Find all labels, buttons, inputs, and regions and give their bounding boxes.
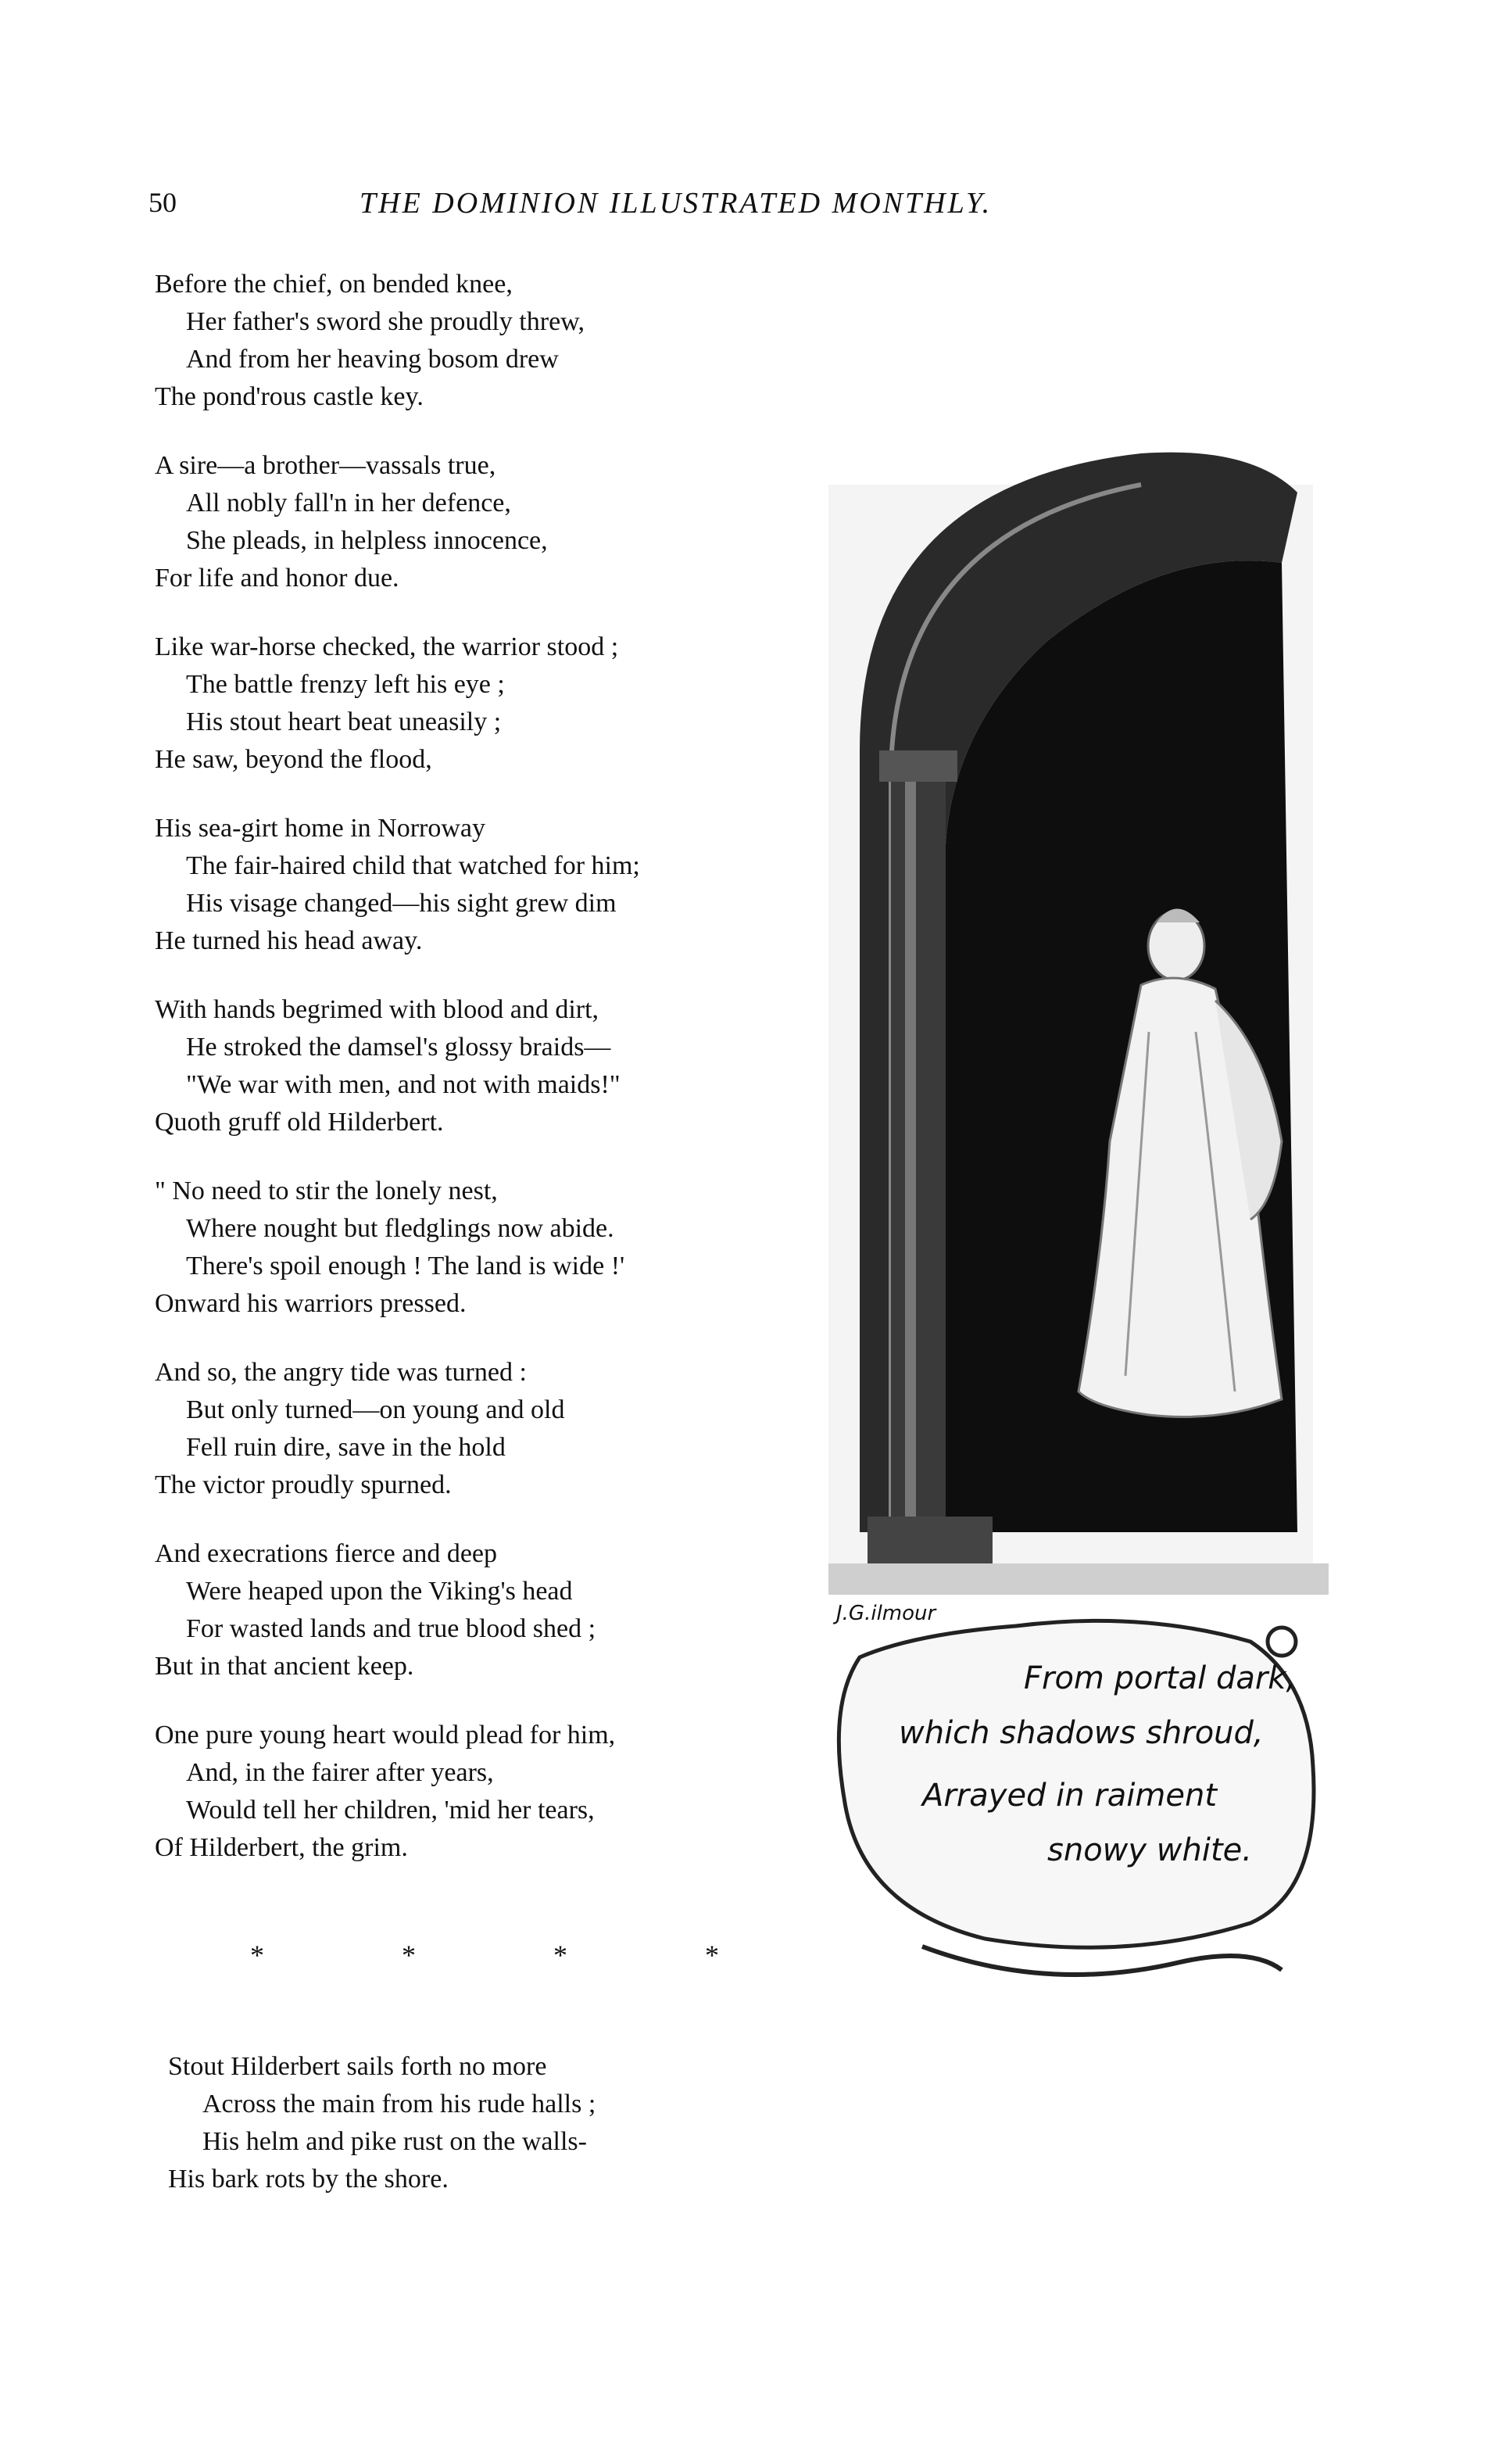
section-separator <box>250 1939 719 1972</box>
poem-line: And from her heaving bosom drew <box>186 345 559 374</box>
poem-line: Quoth gruff old Hilderbert. <box>155 1108 444 1137</box>
poem-line: Stout Hilderbert sails forth no more <box>168 2052 547 2081</box>
poem-line: Would tell her children, 'mid her tears, <box>186 1796 595 1825</box>
poem-line: Like war-horse checked, the warrior stood ; <box>155 632 619 661</box>
poem-line: His visage changed—his sight grew dim <box>186 889 617 918</box>
poem-line: His stout heart beat uneasily ; <box>186 707 502 736</box>
stanza-8 <box>155 1535 827 1685</box>
poem-line: He saw, beyond the flood, <box>155 745 432 774</box>
poem-line: And, in the fairer after years, <box>186 1758 494 1787</box>
page-header <box>148 186 1164 233</box>
poem-line: Were heaped upon the Viking's head <box>186 1577 573 1606</box>
poem-line: A sire—a brother—vassals true, <box>155 451 496 480</box>
poem-line: " No need to stir the lonely nest, <box>155 1176 498 1205</box>
poem-line: For wasted lands and true blood shed ; <box>186 1614 596 1643</box>
coda-stanza <box>168 2048 762 2198</box>
poem-line: All nobly fall'n in her defence, <box>186 489 511 518</box>
caption-line: which shadows shroud, <box>899 1715 1264 1751</box>
stanza-9 <box>155 1717 827 1867</box>
poem-line: But only turned—on young and old <box>186 1395 565 1424</box>
poem-line: One pure young heart would plead for him, <box>155 1721 616 1750</box>
stanza-2 <box>155 447 827 597</box>
poem-line: With hands begrimed with blood and dirt, <box>155 995 599 1024</box>
column-capital <box>879 750 957 782</box>
column-highlight <box>905 782 916 1524</box>
poem-line: His helm and pike rust on the walls- <box>202 2127 587 2156</box>
poem-line: He turned his head away. <box>155 926 423 955</box>
illustration-drawing <box>813 438 1344 2040</box>
poem-line: The battle frenzy left his eye ; <box>186 670 505 699</box>
separator-asterisk: * <box>402 1939 416 1971</box>
stanza-5 <box>155 991 827 1141</box>
column-base <box>868 1517 993 1563</box>
poem-line: For life and honor due. <box>155 564 399 593</box>
caption-line: snowy white. <box>1047 1832 1252 1868</box>
stanza-1 <box>155 266 827 416</box>
poem-line: Her father's sword she proudly threw, <box>186 307 585 336</box>
stanza-7 <box>155 1354 827 1504</box>
poem-line: The victor proudly spurned. <box>155 1470 452 1499</box>
poem-line: But in that ancient keep. <box>155 1652 414 1681</box>
floor <box>828 1563 1329 1595</box>
cartouche-scroll <box>922 1946 1282 1975</box>
poem-line: And execrations fierce and deep <box>155 1539 497 1568</box>
poem-line: Where nought but fledglings now abide. <box>186 1214 614 1243</box>
stanza-6 <box>155 1173 827 1323</box>
caption-line: From portal dark, <box>1024 1660 1297 1696</box>
poem-line: Onward his warriors pressed. <box>155 1289 467 1318</box>
page-number: 50 <box>148 187 177 218</box>
poem-line: She pleads, in helpless innocence, <box>186 526 548 555</box>
poem-line: Before the chief, on bended knee, <box>155 270 513 299</box>
poem-line: There's spoil enough ! The land is wide !' <box>186 1252 625 1280</box>
poem-line: His sea-girt home in Norroway <box>155 814 486 843</box>
artist-signature: J.G.ilmour <box>836 1602 936 1625</box>
separator-asterisk: * <box>553 1939 567 1971</box>
cartouche-curl <box>1268 1628 1296 1656</box>
running-title: THE DOMINION ILLUSTRATED MONTHLY. <box>360 187 993 220</box>
stone-column <box>891 774 946 1532</box>
illustration <box>813 438 1344 2040</box>
poem-line: Across the main from his rude halls ; <box>202 2090 596 2118</box>
poem-line: His bark rots by the shore. <box>168 2165 449 2194</box>
poem-line: The pond'rous castle key. <box>155 382 424 411</box>
stanza-4 <box>155 810 827 960</box>
poem-line: "We war with men, and not with maids!" <box>186 1070 621 1099</box>
poem-line: He stroked the damsel's glossy braids— <box>186 1033 611 1062</box>
stanza-3 <box>155 629 827 779</box>
poem-line: Fell ruin dire, save in the hold <box>186 1433 506 1462</box>
poem-line: Of Hilderbert, the grim. <box>155 1833 408 1862</box>
poem-line: The fair-haired child that watched for him; <box>186 851 640 880</box>
caption-line: Arrayed in raiment <box>922 1778 1218 1814</box>
separator-asterisk: * <box>250 1939 264 1971</box>
separator-asterisk: * <box>705 1939 719 1971</box>
poem-line: And so, the angry tide was turned : <box>155 1358 527 1387</box>
poem-body <box>155 266 827 1867</box>
